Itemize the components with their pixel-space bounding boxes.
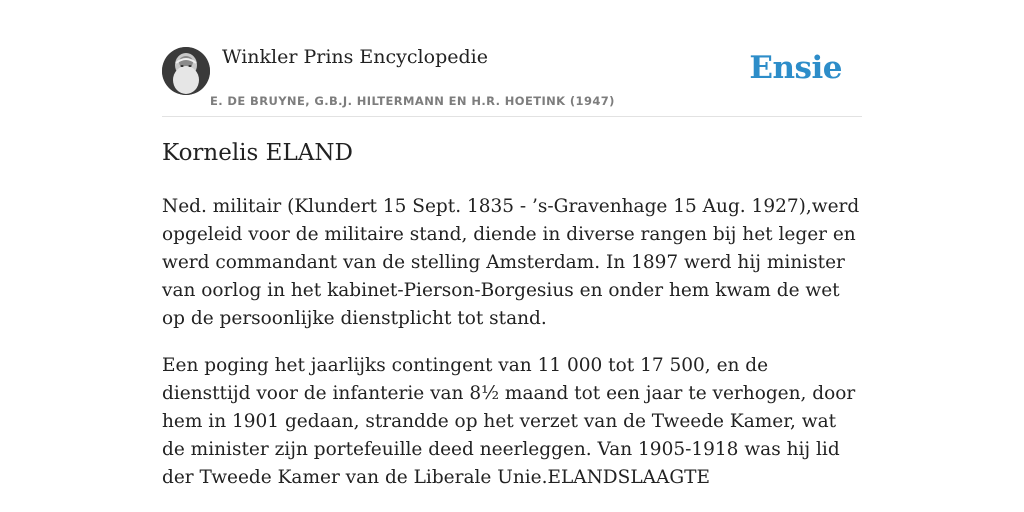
article-paragraph: Ned. militair (Klundert 15 Sept. 1835 - ’s-Gravenhage 15 Aug. 1927),werd opgeleid voor de militaire stand, diende in diverse rangen bij het leger en werd commandant van de stelling Amsterdam. In 1897 werd hij minister van oorlog in het kabinet-Pierson-Borgesius en onder hem kwam de wet op de persoonlijke dienstplicht tot stand. [162, 196, 860, 329]
author-avatar [162, 47, 210, 95]
portrait-image [162, 47, 210, 95]
site-header [162, 0, 862, 117]
ensie-logo-link[interactable]: Ensie [749, 50, 842, 86]
site-title-link[interactable]: Winkler Prins Encyclopedie [222, 46, 488, 68]
article-paragraph: Een poging het jaarlijks contingent van 11 000 tot 17 500, en de diensttijd voor de infanterie van 8½ maand tot een jaar te verhogen, door hem in 1901 gedaan, strandde op het verzet van de Tweede Kamer, wat de minister zijn portefeuille deed neerleggen. Van 1905-1918 was hij lid der Tweede Kamer van de Liberale Unie.ELANDSLAAGTE [162, 355, 856, 488]
authors-subtitle: E. DE BRUYNE, G.B.J. HILTERMANN EN H.R. HOETINK (1947) [210, 94, 615, 108]
article-body [162, 193, 862, 511]
article-title: Kornelis ELAND [162, 140, 353, 166]
